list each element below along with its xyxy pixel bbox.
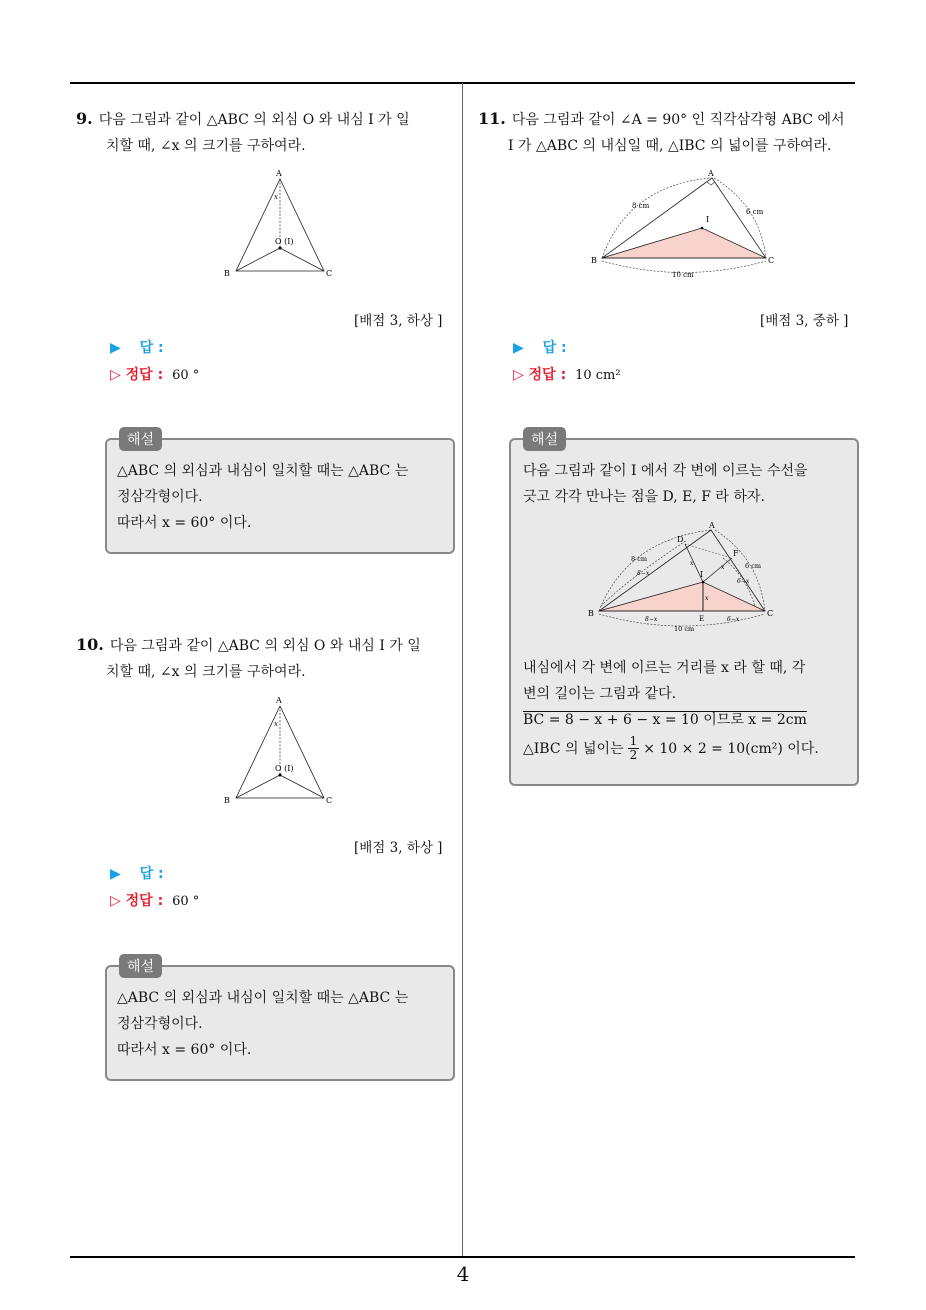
answer-line (513, 337, 567, 357)
correct-label: 정답 : (528, 367, 567, 383)
label-b2: 8−x (645, 616, 658, 623)
question-text: 다음 그림과 같이 ∠A = 90° 인 직각삼각형 ABC 에서 (511, 112, 845, 128)
triangle-outline-icon: ▷ (110, 893, 121, 909)
question-text-cont: I 가 △ABC 의 내심일 때, △IBC 의 넓이를 구하여라. (508, 138, 832, 154)
explanation-box (105, 432, 455, 554)
label-ac: 6 cm (745, 562, 762, 570)
score-meta: [배점 3, 하상 ] (354, 840, 443, 856)
label-ac: 6 cm (746, 208, 764, 216)
page-number: 4 (456, 1262, 470, 1286)
label-e: E (699, 615, 705, 623)
column-divider (462, 83, 463, 1258)
correct-answer-line (513, 364, 621, 384)
explanation-body-bottom (523, 655, 819, 762)
label-f: F (733, 549, 739, 558)
label-c1: 6−x (737, 578, 750, 585)
label-b: B (591, 256, 597, 265)
explanation-line: 다음 그림과 같이 I 에서 각 변에 이르는 수선을 (523, 463, 808, 479)
explanation-tag: 해설 (119, 427, 162, 451)
label-bc: 10 cm (672, 271, 694, 279)
explanation-line: × 10 × 2 = 10(cm²) 이다. (643, 740, 819, 757)
label-a: A (276, 696, 282, 705)
equilateral-triangle-figure (220, 165, 340, 280)
label-x: x (274, 193, 278, 201)
triangle-outline-icon: ▷ (110, 367, 121, 383)
triangle-outline-icon: ▷ (513, 367, 524, 383)
correct-label: 정답 : (125, 367, 164, 383)
label-b: B (224, 796, 230, 805)
label-o: O (I) (275, 237, 294, 246)
answer-label: 답 : (139, 340, 164, 356)
explanation-line: 정삼각형이다. (117, 489, 203, 505)
answer-label: 답 : (542, 340, 567, 356)
label-i: I (706, 215, 710, 224)
correct-label: 정답 : (125, 893, 164, 909)
explanation-line: 내심에서 각 변에 이르는 거리를 x 라 할 때, 각 (523, 660, 806, 676)
correct-answer-line (110, 890, 199, 910)
explanation-box (509, 432, 859, 786)
question-text: 다음 그림과 같이 △ABC 의 외심 O 와 내심 I 가 일 (98, 112, 410, 128)
score-meta: [배점 3, 하상 ] (354, 313, 443, 329)
correct-value: 10 cm² (575, 368, 621, 383)
label-ab: 8 cm (631, 555, 648, 563)
answer-line (110, 863, 164, 883)
explanation-line: △ABC 의 외심과 내심이 일치할 때는 △ABC 는 (117, 990, 409, 1006)
answer-line (110, 337, 164, 357)
label-d: D (677, 535, 684, 544)
explanation-line: 정삼각형이다. (117, 1016, 203, 1032)
problem-number: 9. (76, 109, 93, 128)
incircle-perpendiculars-figure (587, 520, 787, 635)
explanation-box (105, 959, 455, 1081)
label-a: A (709, 521, 715, 530)
right-triangle-figure (588, 166, 783, 281)
correct-answer-line (110, 364, 199, 384)
explanation-tag: 해설 (119, 954, 162, 978)
score-meta: [배점 3, 중하 ] (760, 313, 849, 329)
label-a: A (708, 169, 714, 178)
label-b: B (588, 609, 594, 618)
label-ab: 8 cm (632, 202, 650, 210)
problem-9 (76, 106, 461, 159)
correct-value: 60 ° (172, 894, 200, 909)
explanation-tag: 해설 (523, 427, 566, 451)
label-c: C (767, 609, 774, 618)
explanation-line: △ABC 의 외심과 내심이 일치할 때는 △ABC 는 (117, 463, 409, 479)
explanation-body-top (523, 458, 808, 510)
label-xb: x (690, 560, 694, 567)
explanation-line: BC = 8 − x + 6 − x = 10 이므로 x = 2cm (523, 712, 807, 728)
label-c: C (768, 256, 775, 265)
question-text: 다음 그림과 같이 △ABC 의 외심 O 와 내심 I 가 일 (109, 638, 421, 654)
bottom-rule (70, 1256, 855, 1258)
explanation-line: 긋고 각각 만나는 점을 D, E, F 라 하자. (523, 489, 765, 505)
label-xa: x (705, 595, 709, 602)
explanation-line: 변의 길이는 그림과 같다. (523, 686, 677, 702)
explanation-body (117, 985, 408, 1063)
problem-number: 10. (76, 635, 104, 654)
answer-label: 답 : (139, 866, 164, 882)
label-a: A (276, 169, 282, 178)
question-text-cont: 치할 때, ∠x 의 크기를 구하여라. (106, 664, 306, 680)
label-i: I (700, 570, 704, 579)
problem-10 (76, 632, 461, 685)
label-xc: x (721, 564, 725, 571)
explanation-body (117, 458, 408, 536)
problem-11 (478, 106, 868, 159)
problem-number: 11. (478, 109, 506, 128)
area-line (523, 735, 819, 762)
explanation-line: 따라서 x = 60° 이다. (117, 515, 252, 531)
label-c2: 6−x (727, 616, 740, 623)
fraction (628, 735, 640, 762)
fraction-denominator: 2 (629, 748, 638, 762)
play-icon: ▶ (110, 866, 121, 882)
correct-value: 60 ° (172, 368, 200, 383)
label-bc: 10 cm (674, 625, 695, 633)
play-icon: ▶ (110, 340, 121, 356)
equilateral-triangle-figure (220, 692, 340, 807)
explanation-line: 따라서 x = 60° 이다. (117, 1042, 252, 1058)
fraction-numerator: 1 (629, 734, 638, 748)
label-b1: 8−x (637, 570, 650, 577)
label-o: O (I) (275, 764, 294, 773)
explanation-line: △IBC 의 넓이는 (523, 740, 624, 757)
label-c: C (326, 796, 333, 805)
label-x: x (274, 720, 278, 728)
play-icon: ▶ (513, 340, 524, 356)
question-text-cont: 치할 때, ∠x 의 크기를 구하여라. (106, 138, 306, 154)
label-b: B (224, 269, 230, 278)
label-c: C (326, 269, 333, 278)
